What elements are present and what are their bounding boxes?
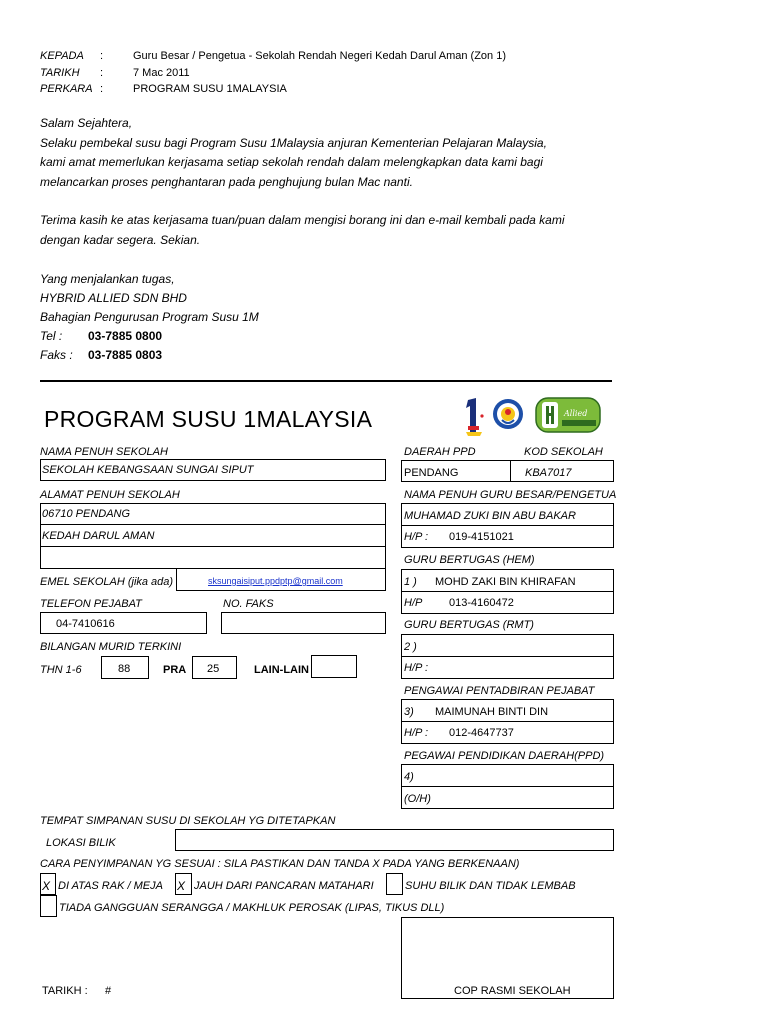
opt4-label: TIADA GANGGUAN SERANGGA / MAKHLUK PEROSAK (LIPAS, TIKUS DLL) — [59, 902, 445, 914]
tarikh-label: TARIKH — [40, 67, 80, 79]
tarikh-value: 7 Mac 2011 — [133, 67, 190, 79]
nama-sekolah-value: SEKOLAH KEBANGSAAN SUNGAI SIPUT — [42, 464, 254, 476]
faks-value: 03-7885 0803 — [88, 348, 163, 362]
divider-rule — [40, 380, 612, 382]
ministry-crest-icon — [493, 399, 523, 429]
perkara-label: PERKARA — [40, 83, 93, 95]
pentadbiran-num: 3) — [404, 706, 414, 718]
thn-value: 88 — [118, 663, 131, 675]
rmt-hp-field[interactable] — [401, 656, 614, 679]
pentadbiran-hp-field[interactable] — [401, 721, 614, 744]
rmt-label: GURU BERTUGAS (RMT) — [404, 619, 534, 631]
alamat-field-line3[interactable] — [40, 546, 386, 569]
letter-p2-line1: Terima kasih ke atas kerjasama tuan/puan dalam mengisi borang ini dan e-mail kembali pada kami — [40, 213, 565, 227]
pentadbiran-name-field[interactable] — [401, 699, 614, 722]
opt4-checkbox[interactable] — [40, 895, 57, 917]
letter-p1-line3: melancarkan proses penghantaran pada penghujung bulan Mac nanti. — [40, 175, 413, 189]
faks-field-label: NO. FAKS — [223, 598, 274, 610]
pra-label: PRA — [163, 664, 187, 676]
hem-hp-label: H/P — [404, 597, 423, 609]
opt1-mark: X — [42, 879, 51, 893]
tempat-label: TEMPAT SIMPANAN SUSU DI SEKOLAH YG DITETAPKAN — [40, 815, 336, 827]
rmt-hp-label: H/P : — [404, 662, 429, 674]
hem-hp-field[interactable] — [401, 591, 614, 614]
cop-label: COP RASMI SEKOLAH — [454, 985, 571, 997]
signoff: Yang menjalankan tugas, — [40, 272, 175, 286]
daerah-field[interactable] — [401, 460, 511, 482]
opt3-label: SUHU BILIK DAN TIDAK LEMBAB — [405, 880, 576, 892]
alamat-line2-value: KEDAH DARUL AMAN — [42, 530, 155, 542]
cop-rasmi-box[interactable] — [401, 917, 614, 999]
rmt-num: 2 ) — [404, 641, 417, 653]
opt2-mark: X — [177, 879, 186, 893]
emel-value[interactable]: sksungaisiput.ppdptp@gmail.com — [208, 576, 343, 586]
pentadbiran-hp-value: 012-4647737 — [449, 727, 514, 739]
kod-label: KOD SEKOLAH — [524, 446, 603, 458]
1malaysia-logo-icon — [466, 398, 484, 436]
nama-sekolah-field[interactable] — [40, 459, 386, 481]
hem-label: GURU BERTUGAS (HEM) — [404, 554, 535, 566]
lokasi-label: LOKASI BILIK — [46, 837, 116, 849]
telefon-field[interactable] — [40, 612, 207, 634]
hem-name: MOHD ZAKI BIN KHIRAFAN — [435, 576, 576, 588]
alamat-line1-value: 06710 PENDANG — [42, 508, 131, 520]
kepada-label: KEPADA — [40, 50, 84, 62]
letter-p2-line2: dengan kadar segera. Sekian. — [40, 233, 201, 247]
opt1-label: DI ATAS RAK / MEJA — [58, 880, 163, 892]
lokasi-field[interactable] — [175, 829, 614, 851]
opt2-checkbox[interactable] — [175, 873, 192, 895]
department: Bahagian Pengurusan Program Susu 1M — [40, 310, 259, 324]
hybrid-allied-logo-icon — [536, 398, 600, 432]
pra-field[interactable] — [192, 656, 237, 679]
nama-sekolah-label: NAMA PENUH SEKOLAH — [40, 446, 168, 458]
bilangan-label: BILANGAN MURID TERKINI — [40, 641, 182, 653]
cara-label: CARA PENYIMPANAN YG SESUAI : SILA PASTIKAN DAN TANDA X PADA YANG BERKENAAN) — [40, 858, 520, 870]
pra-value: 25 — [207, 663, 220, 675]
opt3-checkbox[interactable] — [386, 873, 403, 895]
faks-label: Faks : — [40, 348, 73, 362]
tarikh-form-label: TARIKH : — [42, 985, 88, 997]
daerah-label: DAERAH PPD — [404, 446, 476, 458]
telefon-label: TELEFON PEJABAT — [40, 598, 142, 610]
lain-label: LAIN-LAIN — [254, 664, 309, 676]
ppd-oh-field[interactable] — [401, 786, 614, 809]
guru-besar-label: NAMA PENUH GURU BESAR/PENGETUA — [404, 489, 617, 501]
tel-label: Tel : — [40, 329, 63, 343]
guru-besar-hp-value: 019-4151021 — [449, 531, 514, 543]
hem-hp-value: 013-4160472 — [449, 597, 514, 609]
thn-field[interactable] — [101, 656, 149, 679]
thn-label: THN 1-6 — [40, 664, 82, 676]
opt2-label: JAUH DARI PANCARAN MATAHARI — [194, 880, 374, 892]
company-name: HYBRID ALLIED SDN BHD — [40, 291, 187, 305]
kepada-colon: : — [100, 50, 104, 62]
logo-text: Allied — [564, 409, 588, 418]
emel-label: EMEL SEKOLAH (jika ada) — [40, 576, 174, 588]
ppd-num: 4) — [404, 771, 414, 783]
pentadbiran-hp-label: H/P : — [404, 727, 429, 739]
telefon-value: 04-7410616 — [56, 618, 115, 630]
guru-besar-hp-field[interactable] — [401, 525, 614, 548]
lain-field[interactable] — [311, 655, 357, 678]
perkara-colon: : — [100, 83, 104, 95]
ppd-oh-label: (O/H) — [404, 793, 431, 805]
tarikh-colon: : — [100, 67, 104, 79]
kod-field[interactable] — [510, 460, 614, 482]
kepada-value: Guru Besar / Pengetua - Sekolah Rendah Negeri Kedah Darul Aman (Zon 1) — [133, 50, 506, 62]
letter-p1-line1: Selaku pembekal susu bagi Program Susu 1Malaysia anjuran Kementerian Pelajaran Malaysia, — [40, 136, 547, 150]
rmt-name-field[interactable] — [401, 634, 614, 657]
emel-field[interactable] — [176, 568, 386, 591]
guru-besar-field[interactable] — [401, 503, 614, 526]
opt1-checkbox[interactable] — [40, 873, 56, 895]
hem-name-field[interactable] — [401, 569, 614, 592]
perkara-value: PROGRAM SUSU 1MALAYSIA — [133, 83, 287, 95]
faks-field[interactable] — [221, 612, 386, 634]
logo-group — [462, 396, 622, 438]
daerah-value: PENDANG — [404, 467, 459, 479]
tarikh-form-value: # — [105, 985, 112, 997]
alamat-label: ALAMAT PENUH SEKOLAH — [40, 489, 180, 501]
pentadbiran-name: MAIMUNAH BINTI DIN — [435, 706, 549, 718]
letter-p1-line2: kami amat memerlukan kerjasama setiap sekolah rendah dalam melengkapkan data kami bagi — [40, 155, 543, 169]
hem-num: 1 ) — [404, 576, 417, 588]
alamat-field-line1[interactable] — [40, 503, 386, 525]
alamat-field-line2[interactable] — [40, 524, 386, 547]
pentadbiran-label: PENGAWAI PENTADBIRAN PEJABAT — [404, 685, 595, 697]
tel-value: 03-7885 0800 — [88, 329, 163, 343]
guru-besar-hp-label: H/P : — [404, 531, 429, 543]
guru-besar-value: MUHAMAD ZUKI BIN ABU BAKAR — [404, 510, 576, 522]
greeting: Salam Sejahtera, — [40, 116, 133, 130]
form-title: PROGRAM SUSU 1MALAYSIA — [44, 406, 373, 432]
ppd-name-field[interactable] — [401, 764, 614, 787]
kod-value: KBA7017 — [525, 467, 572, 479]
ppd-label: PEGAWAI PENDIDIKAN DAERAH(PPD) — [404, 750, 605, 762]
logos-svg — [462, 396, 622, 438]
